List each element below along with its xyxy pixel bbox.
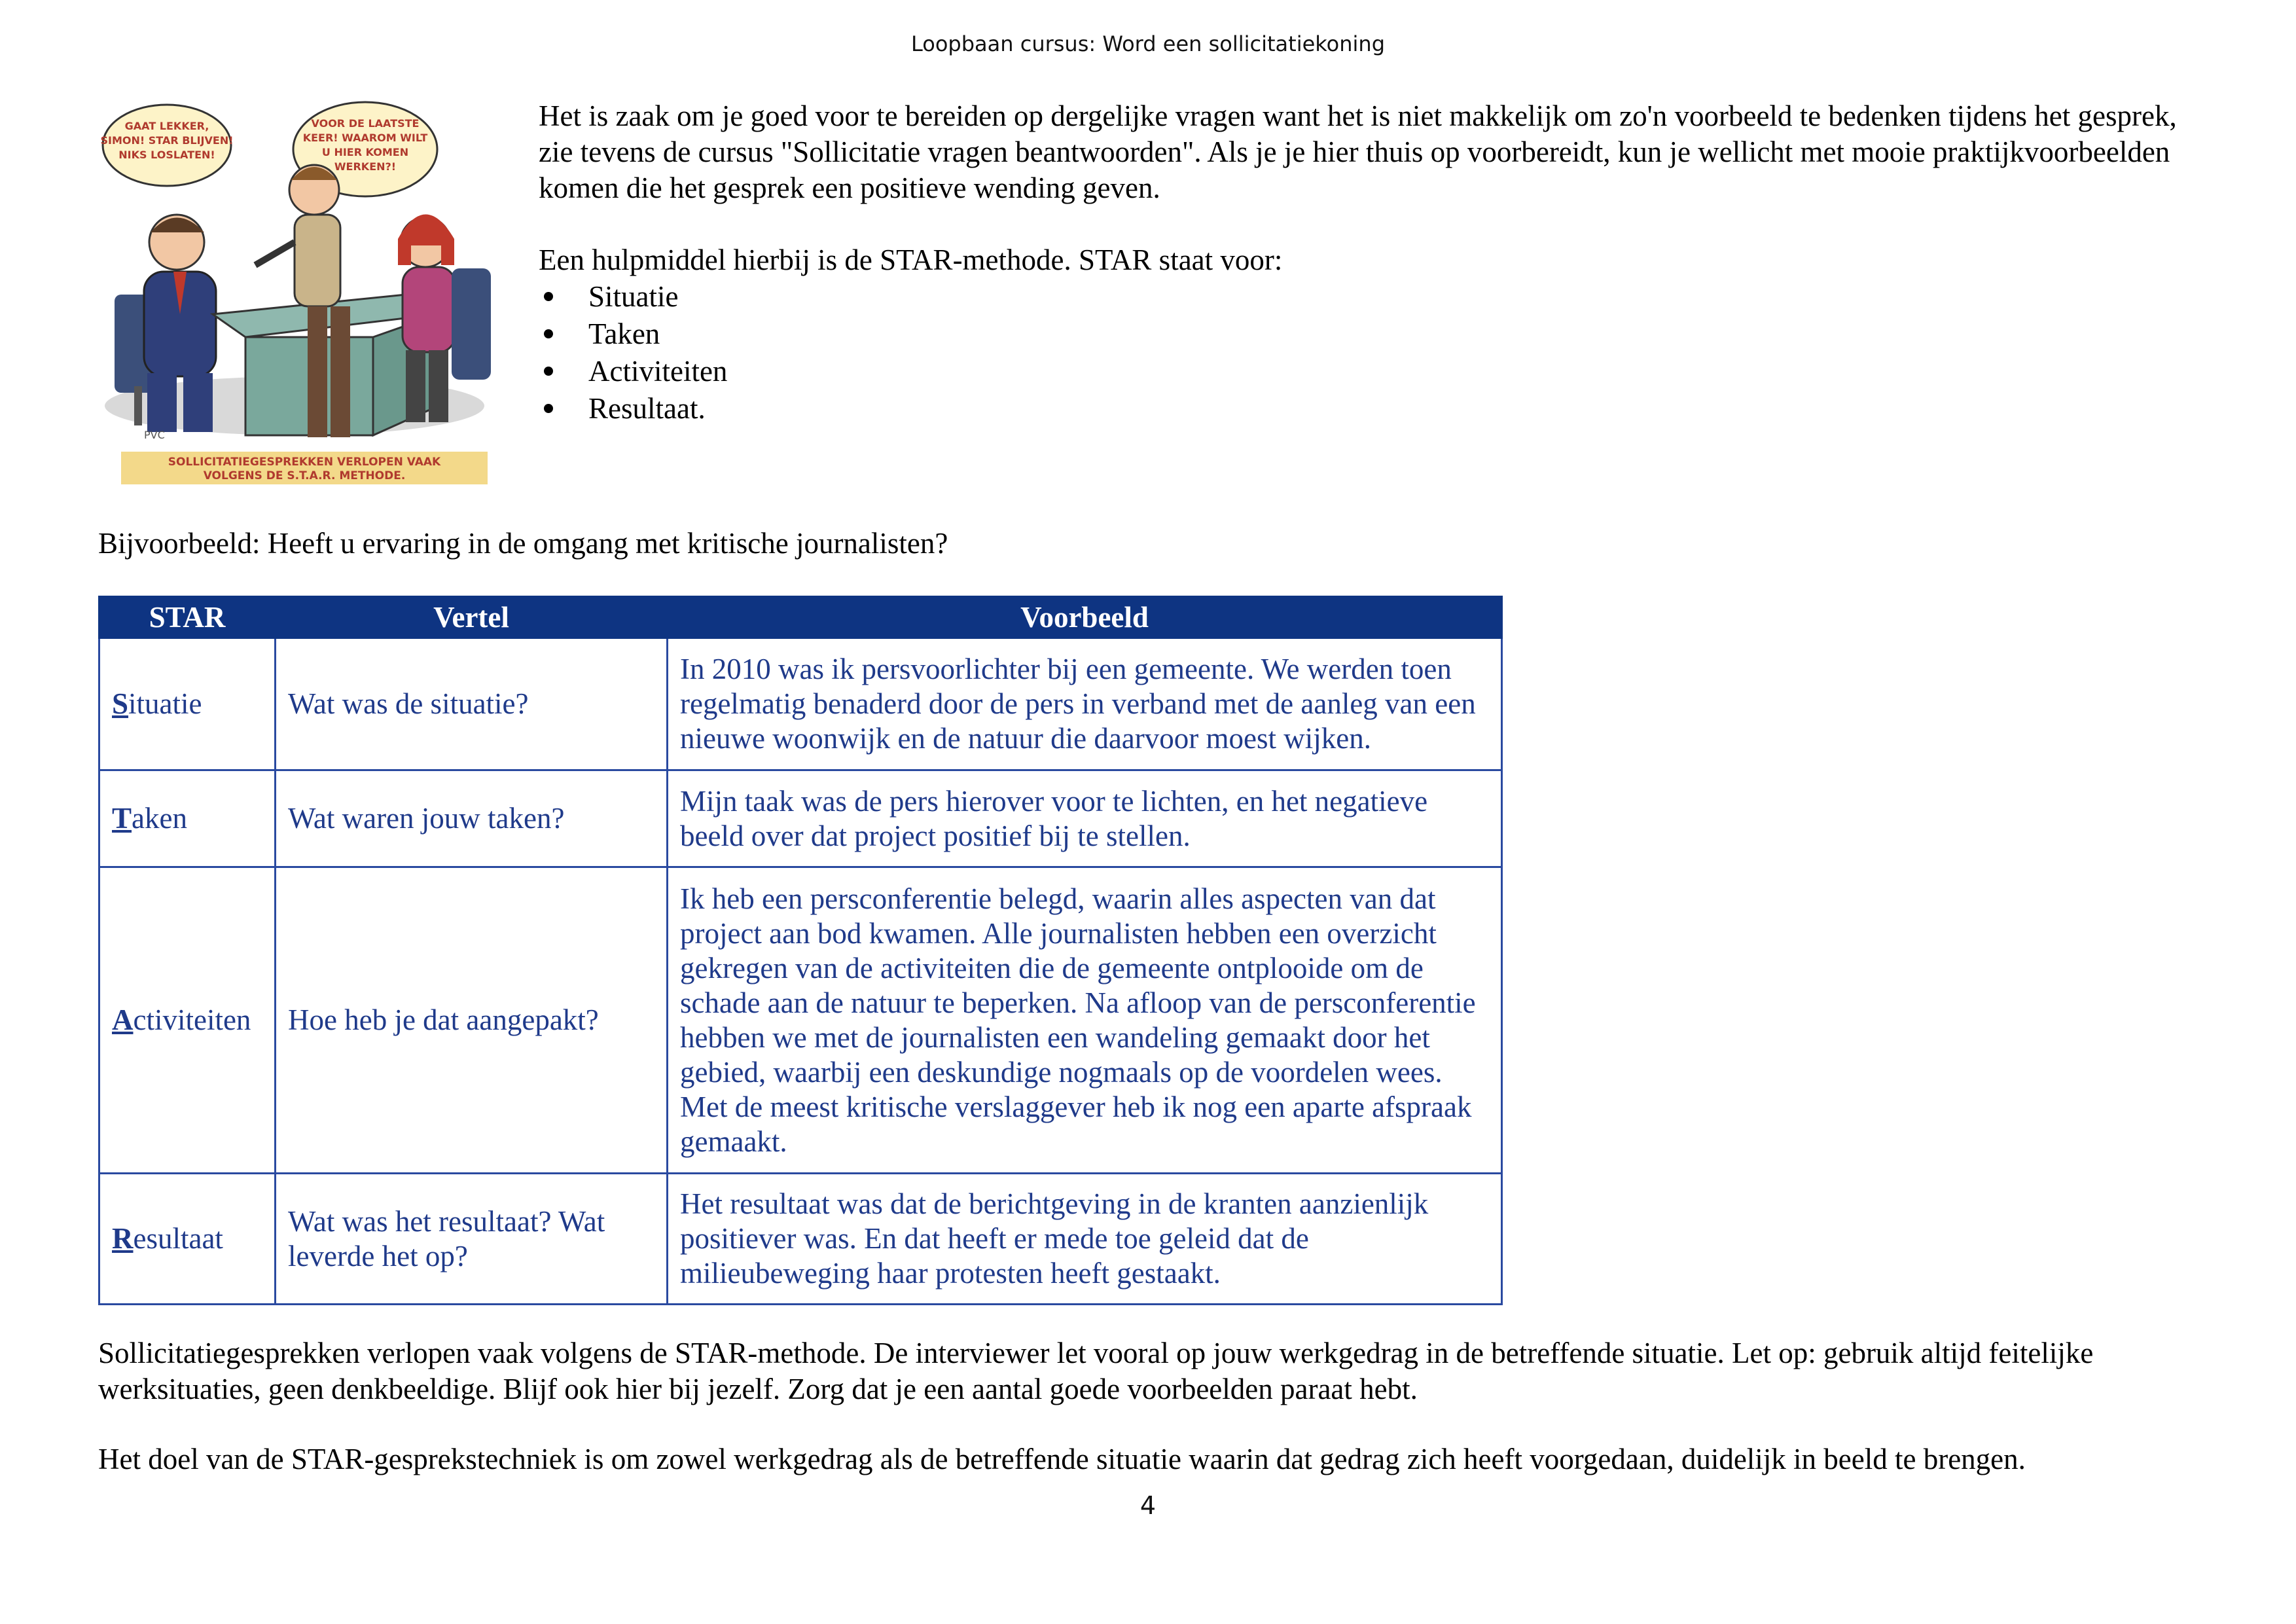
star-list-label: Activiteiten (588, 355, 728, 388)
vertel-cell: Hoe heb je dat aangepakt? (276, 867, 668, 1174)
header-star: STAR (99, 597, 276, 638)
example-question: Bijvoorbeeld: Heeft u ervaring in de omgang met kritische journalisten? (98, 527, 948, 560)
bubble-left-line-3: NIKS LOSLATEN! (118, 149, 215, 161)
star-list-item (539, 278, 2214, 316)
star-label-resultaat: Resultaat (99, 1174, 276, 1305)
voorbeeld-cell: Mijn taak was de pers hierover voor te lichten, en het negatieve beeld over dat project positief bij te stellen. (668, 770, 1502, 867)
table-row (99, 770, 1502, 867)
cartoon-illustration (98, 98, 507, 484)
cartoon-drawing (98, 98, 507, 484)
intro-paragraph: Het is zaak om je goed voor te bereiden op dergelijke vragen want het is niet makkelijk om zo'n voorbeeld te bedenken tijdens het gesprek, zie tevens de cursus "Sollicitatie vragen beantwoorden". Als je je hier thuis op voorbereidt, kun je wellicht met mooie praktijkvoorbeelden komen die het gesprek een positieve wending geven. (539, 99, 2177, 204)
voorbeeld-cell: In 2010 was ik persvoorlichter bij een gemeente. We werden toen regelmatig benaderd door de pers in verband met de aanleg van een nieuwe woonwijk en de natuur die daarvoor moest wijken. (668, 638, 1502, 770)
closing-paragraph-2: Het doel van de STAR-gesprekstechniek is om zowel werkgedrag als de betreffende situatie waarin dat gedrag zich heeft voorgedaan, duidelijk in beeld te brengen. (98, 1443, 2026, 1475)
table-row (99, 638, 1502, 770)
cartoon-signature: PVC (144, 429, 165, 441)
bubble-left-line-1: GAAT LEKKER, (124, 120, 209, 132)
intro-spacer (539, 206, 2214, 242)
star-label-situatie: Situatie (99, 638, 276, 770)
star-list-item (539, 353, 2214, 390)
star-list (539, 278, 2214, 427)
bullet-icon (544, 329, 553, 338)
vertel-cell: Wat was de situatie? (276, 638, 668, 770)
star-intro: Een hulpmiddel hierbij is de STAR-methode. STAR staat voor: (539, 244, 1283, 276)
vertel-cell: Wat was het resultaat? Wat leverde het op? (276, 1174, 668, 1305)
table-row (99, 1174, 1502, 1305)
star-table (98, 596, 1503, 1305)
star-list-label: Taken (588, 317, 660, 350)
star-label-activiteiten: Activiteiten (99, 867, 276, 1174)
voorbeeld-cell: Het resultaat was dat de berichtgeving in de kranten aanzienlijk positiever was. En dat heeft er mede toe geleid dat de milieubeweging haar protesten heeft gestaakt. (668, 1174, 1502, 1305)
star-list-item (539, 316, 2214, 353)
table-header-row (99, 597, 1502, 638)
voorbeeld-cell: Ik heb een persconferentie belegd, waarin alles aspecten van dat project aan bod kwamen. Alle journalisten hebben een overzicht gekregen van de activiteiten die de gemeente ontplooide om de schade aan de natuur te beperken. Na afloop van de persconferentie hebben we met de journalisten een wandeling gemaakt door het gebied, waarbij een deskundige nogmaals op de voordelen wees. Met de meest kritische verslaggever heb ik nog een aparte afspraak gemaakt. (668, 867, 1502, 1174)
bubble-left-line-2: SIMON! STAR BLIJVEN! (100, 134, 234, 147)
bubble-right-line-1: VOOR DE LAATSTE (311, 117, 420, 130)
page-number: 4 (1139, 1491, 1157, 1520)
bullet-icon (544, 404, 553, 413)
star-list-label: Situatie (588, 280, 679, 313)
bullet-icon (544, 292, 553, 301)
star-list-item (539, 390, 2214, 427)
bubble-right-line-4: WERKEN?! (334, 160, 397, 173)
closing-section (98, 1335, 2206, 1511)
page-header: Loopbaan cursus: Word een sollicitatiekoning (911, 31, 1385, 56)
table-row (99, 867, 1502, 1174)
vertel-cell: Wat waren jouw taken? (276, 770, 668, 867)
bubble-right-line-3: U HIER KOMEN (321, 146, 409, 158)
cartoon-caption-line-2: VOLGENS DE S.T.A.R. METHODE. (203, 469, 406, 482)
intro-section (539, 98, 2214, 427)
closing-paragraph-1: Sollicitatiegesprekken verlopen vaak volgens de STAR-methode. De interviewer let vooral op jouw werkgedrag in de betreffende situatie. Let op: gebruik altijd feitelijke werksituaties, geen denkbeeldige. Blijf ook hier bij jezelf. Zorg dat je een aantal goede voorbeelden paraat hebt. (98, 1337, 2094, 1405)
star-list-label: Resultaat. (588, 392, 706, 425)
bubble-right-line-2: KEER! WAAROM WILT (302, 132, 428, 144)
bullet-icon (544, 367, 553, 376)
header-vertel: Vertel (276, 597, 668, 638)
star-label-taken: Taken (99, 770, 276, 867)
header-voorbeeld: Voorbeeld (668, 597, 1502, 638)
cartoon-caption-line-1: SOLLICITATIEGESPREKKEN VERLOPEN VAAK (168, 456, 441, 469)
